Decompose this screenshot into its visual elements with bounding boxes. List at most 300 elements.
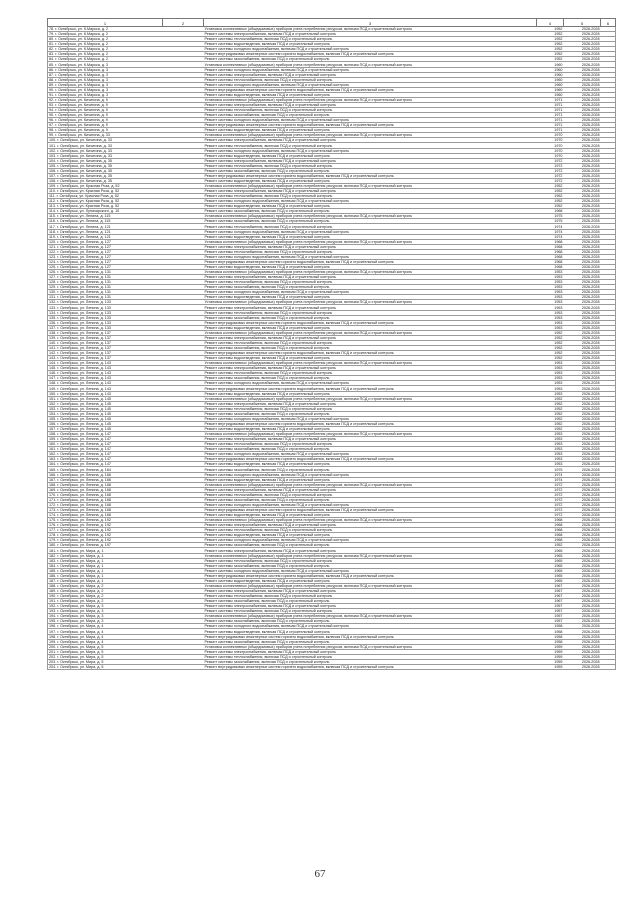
planned-period-cell: 2026-2028 [564, 285, 601, 290]
planned-period-cell: 2026-2028 [564, 568, 601, 573]
work-type-cell: Ремонт внутридомовых инженерных систем горячего водоснабжения, включая ПСД и строительный контроль [204, 351, 537, 356]
year-built-cell: 1953 [537, 290, 564, 295]
address-cell: 165. г. Октябрьск, ул. Ленина, д. 164 [48, 467, 163, 472]
year-built-cell: 1952 [537, 411, 564, 416]
work-type-cell: Ремонт системы электроснабжения, включая ПСД и строительный контроль [204, 366, 537, 371]
planned-period-cell: 2026-2028 [564, 249, 601, 254]
work-type-cell: Ремонт системы электроснабжения, включая ПСД и строительный контроль [204, 275, 537, 280]
planned-period-cell: 2026-2028 [564, 421, 601, 426]
planned-period-cell: 2026-2028 [564, 563, 601, 568]
planned-period-cell: 2026-2028 [564, 330, 601, 335]
address-cell: 103. г. Октябрьск, ул. Кичигина, д. 33 [48, 153, 163, 158]
address-cell: 131. г. Октябрьск, ул. Ленина, д. 131 [48, 295, 163, 300]
work-type-cell: Ремонт системы электроснабжения, включая ПСД и строительный контроль [204, 487, 537, 492]
planned-period-cell: 2026-2028 [564, 497, 601, 502]
planned-period-cell: 2026-2028 [564, 42, 601, 47]
year-built-cell: 1952 [537, 543, 564, 548]
address-cell: 204. г. Октябрьск, ул. Мира, д. 5 [48, 664, 163, 669]
work-type-cell: Ремонт системы теплоснабжения, включая ПСД и строительный контроль [204, 163, 537, 168]
year-built-cell: 1953 [537, 295, 564, 300]
work-type-cell: Ремонт системы холодного водоснабжения, включая ПСД и строительный контроль [204, 538, 537, 543]
address-cell: 163. г. Октябрьск, ул. Ленина, д. 147 [48, 457, 163, 462]
address-cell: 139. г. Октябрьск, ул. Ленина, д. 137 [48, 335, 163, 340]
address-cell: 164. г. Октябрьск, ул. Ленина, д. 147 [48, 462, 163, 467]
planned-period-cell: 2026-2028 [564, 472, 601, 477]
year-built-cell: 1952 [537, 335, 564, 340]
year-built-cell: 1952 [537, 32, 564, 37]
work-type-cell: Ремонт системы газоснабжения, включая ПСД и строительный контроль [204, 599, 537, 604]
year-built-cell: 1972 [537, 513, 564, 518]
work-type-cell: Ремонт внутридомовых инженерных систем горячего водоснабжения, включая ПСД и строительный контроль [204, 664, 537, 669]
year-built-cell: 1967 [537, 588, 564, 593]
year-built-cell: 1952 [537, 426, 564, 431]
year-built-cell: 1965 [537, 568, 564, 573]
planned-period-cell: 2026-2028 [564, 158, 601, 163]
address-cell: 148. г. Октябрьск, ул. Ленина, д. 143 [48, 381, 163, 386]
year-built-cell: 1965 [537, 548, 564, 553]
address-cell: 171. г. Октябрьск, ул. Ленина, д. 168 [48, 497, 163, 502]
year-built-cell: 1972 [537, 487, 564, 492]
year-built-cell: 1967 [537, 599, 564, 604]
address-cell: 170. г. Октябрьск, ул. Ленина, д. 168 [48, 492, 163, 497]
work-type-cell: Ремонт системы водоотведения, включая ПСД и строительный контроль [204, 264, 537, 269]
planned-period-cell: 2026-2028 [564, 37, 601, 42]
year-built-cell: 1971 [537, 102, 564, 107]
work-type-cell: Ремонт системы электроснабжения, включая ПСД и строительный контроль [204, 158, 537, 163]
planned-period-cell: 2026-2028 [564, 659, 601, 664]
planned-period-cell: 2026-2028 [564, 214, 601, 219]
year-built-cell: 1972 [537, 497, 564, 502]
year-built-cell: 1960 [537, 72, 564, 77]
year-built-cell: 1952 [537, 356, 564, 361]
planned-period-cell: 2026-2028 [564, 254, 601, 259]
planned-period-cell: 2026-2028 [564, 391, 601, 396]
year-built-cell: 1970 [537, 148, 564, 153]
planned-period-cell: 2026-2028 [564, 325, 601, 330]
work-type-cell: Установка коллективных (общедомовых) приборов учета потребления ресурсов, включая ПСД и строительный контроль [204, 133, 537, 138]
column-number: 4 [537, 19, 564, 27]
year-built-cell: 1952 [537, 330, 564, 335]
address-cell: 181. г. Октябрьск, ул. Мира, д. 1 [48, 548, 163, 553]
year-built-cell: 1952 [537, 421, 564, 426]
work-type-cell: Ремонт системы холодного водоснабжения, включая ПСД и строительный контроль [204, 290, 537, 295]
year-built-cell: 1974 [537, 472, 564, 477]
work-type-cell: Ремонт системы водоотведения, включая ПСД и строительный контроль [204, 178, 537, 183]
planned-period-cell: 2026-2028 [564, 492, 601, 497]
year-built-cell: 1972 [537, 507, 564, 512]
address-cell: 169. г. Октябрьск, ул. Ленина, д. 168 [48, 487, 163, 492]
planned-period-cell: 2026-2028 [564, 583, 601, 588]
planned-period-cell: 2026-2028 [564, 189, 601, 194]
address-cell: 107. г. Октябрьск, ул. Кичигина, д. 35 [48, 173, 163, 178]
work-type-cell: Ремонт системы теплоснабжения, включая ПСД и строительный контроль [204, 371, 537, 376]
planned-period-cell: 2026-2028 [564, 97, 601, 102]
work-type-cell: Ремонт системы теплоснабжения, включая ПСД и строительный контроль [204, 194, 537, 199]
planned-period-cell: 2026-2028 [564, 153, 601, 158]
planned-period-cell: 2026-2028 [564, 513, 601, 518]
work-type-cell: Ремонт системы водоотведения, включая ПСД и строительный контроль [204, 356, 537, 361]
year-built-cell: 1974 [537, 224, 564, 229]
planned-period-cell: 2026-2028 [564, 335, 601, 340]
work-type-cell: Ремонт системы холодного водоснабжения, включая ПСД и строительный контроль [204, 148, 537, 153]
year-built-cell: 1968 [537, 244, 564, 249]
address-cell: 126. г. Октябрьск, ул. Ленина, д. 131 [48, 270, 163, 275]
planned-period-cell: 2026-2028 [564, 639, 601, 644]
work-type-cell: Ремонт системы газоснабжения, включая ПСД и строительный контроль [204, 543, 537, 548]
planned-period-cell: 2026-2028 [564, 315, 601, 320]
address-cell: 178. г. Октябрьск, ул. Ленина, д. 192 [48, 533, 163, 538]
work-type-cell: Ремонт системы холодного водоснабжения, включая ПСД и строительный контроль [204, 229, 537, 234]
work-type-cell: Ремонт системы холодного водоснабжения, включая ПСД и строительный контроль [204, 47, 537, 52]
year-built-cell: 1965 [537, 563, 564, 568]
planned-period-cell: 2026-2028 [564, 629, 601, 634]
year-built-cell: 1953 [537, 275, 564, 280]
year-built-cell: 1972 [537, 158, 564, 163]
register-page [47, 18, 613, 670]
planned-period-cell: 2026-2028 [564, 320, 601, 325]
work-type-cell: Ремонт системы теплоснабжения, включая ПСД и строительный контроль [204, 609, 537, 614]
work-type-cell: Ремонт системы газоснабжения, включая ПСД и строительный контроль [204, 376, 537, 381]
address-cell: 176. г. Октябрьск, ул. Ленина, д. 192 [48, 523, 163, 528]
work-type-cell: Ремонт системы газоснабжения, включая ПСД и строительный контроль [204, 447, 537, 452]
address-cell: 200. г. Октябрьск, ул. Мира, д. 5 [48, 644, 163, 649]
address-cell: 117. г. Октябрьск, ул. Ленина, д. 121 [48, 224, 163, 229]
work-type-cell: Ремонт системы электроснабжения, включая ПСД и строительный контроль [204, 604, 537, 609]
address-cell: 177. г. Октябрьск, ул. Ленина, д. 192 [48, 528, 163, 533]
planned-period-cell: 2026-2028 [564, 573, 601, 578]
work-type-cell: Ремонт системы водоотведения, включая ПСД и строительный контроль [204, 533, 537, 538]
work-type-cell: Ремонт системы холодного водоснабжения, включая ПСД и строительный контроль [204, 67, 537, 72]
work-type-cell: Ремонт системы холодного водоснабжения, включая ПСД и строительный контроль [204, 624, 537, 629]
address-cell: 203. г. Октябрьск, ул. Мира, д. 5 [48, 659, 163, 664]
planned-period-cell: 2026-2028 [564, 113, 601, 118]
address-cell: 202. г. Октябрьск, ул. Мира, д. 5 [48, 654, 163, 659]
address-cell: 116. г. Октябрьск, ул. Ленина, д. 115 [48, 219, 163, 224]
year-built-cell: 1952 [537, 340, 564, 345]
year-built-cell: 1952 [537, 204, 564, 209]
work-type-cell: Ремонт системы газоснабжения, включая ПСД и строительный контроль [204, 659, 537, 664]
work-type-cell: Ремонт системы электроснабжения, включая ПСД и строительный контроль [204, 649, 537, 654]
planned-period-cell: 2026-2028 [564, 183, 601, 188]
work-type-cell: Ремонт системы газоснабжения, включая ПСД и строительный контроль [204, 619, 537, 624]
address-cell: 114. г. Октябрьск, ул. Луначарского, д. 10 [48, 209, 163, 214]
work-type-cell: Ремонт системы электроснабжения, включая ПСД и строительный контроль [204, 189, 537, 194]
year-built-cell: 1952 [537, 37, 564, 42]
planned-period-cell: 2026-2028 [564, 209, 601, 214]
work-type-cell: Ремонт системы теплоснабжения, включая ПСД и строительный контроль [204, 108, 537, 113]
work-type-cell: Ремонт системы газоснабжения, включая ПСД и строительный контроль [204, 497, 537, 502]
year-built-cell: 1971 [537, 128, 564, 133]
work-type-cell: Установка коллективных (общедомовых) приборов учета потребления ресурсов, включая ПСД и строительный контроль [204, 330, 537, 335]
year-built-cell: 1972 [537, 492, 564, 497]
planned-period-cell: 2026-2028 [564, 72, 601, 77]
planned-period-cell: 2026-2028 [564, 133, 601, 138]
year-built-cell: 1968 [537, 538, 564, 543]
year-built-cell: 1968 [537, 239, 564, 244]
work-type-cell: Ремонт внутридомовых инженерных систем горячего водоснабжения, включая ПСД и строительный контроль [204, 320, 537, 325]
planned-period-cell: 2026-2028 [564, 356, 601, 361]
address-cell: 108. г. Октябрьск, ул. Кичигина, д. 35 [48, 178, 163, 183]
address-cell: 197. г. Октябрьск, ул. Мира, д. 4 [48, 629, 163, 634]
address-cell: 86. г. Октябрьск, ул. К.Маркса, д. 3 [48, 67, 163, 72]
work-type-cell: Ремонт системы газоснабжения, включая ПСД и строительный контроль [204, 467, 537, 472]
work-type-cell: Ремонт системы теплоснабжения, включая ПСД и строительный контроль [204, 528, 537, 533]
planned-period-cell: 2026-2028 [564, 467, 601, 472]
work-type-cell: Ремонт системы электроснабжения, включая ПСД и строительный контроль [204, 335, 537, 340]
address-cell: 132. г. Октябрьск, ул. Ленина, д. 133 [48, 300, 163, 305]
year-built-cell: 1960 [537, 92, 564, 97]
work-type-cell: Ремонт системы теплоснабжения, включая ПСД и строительный контроль [204, 594, 537, 599]
work-type-cell: Установка коллективных (общедомовых) приборов учета потребления ресурсов, включая ПСД и строительный контроль [204, 239, 537, 244]
planned-period-cell: 2026-2028 [564, 52, 601, 57]
planned-period-cell: 2026-2028 [564, 102, 601, 107]
address-cell: 193. г. Октябрьск, ул. Мира, д. 3 [48, 609, 163, 614]
year-built-cell: 1971 [537, 118, 564, 123]
planned-period-cell: 2026-2028 [564, 604, 601, 609]
work-type-cell: Ремонт системы холодного водоснабжения, включая ПСД и строительный контроль [204, 416, 537, 421]
work-type-cell: Ремонт системы теплоснабжения, включая ПСД и строительный контроль [204, 654, 537, 659]
work-type-cell: Установка коллективных (общедомовых) приборов учета потребления ресурсов, включая ПСД и строительный контроль [204, 614, 537, 619]
planned-period-cell: 2026-2028 [564, 518, 601, 523]
year-built-cell: 1959 [537, 649, 564, 654]
planned-period-cell: 2026-2028 [564, 401, 601, 406]
address-cell: 96. г. Октябрьск, ул. Кичигина, д. 9 [48, 118, 163, 123]
address-cell: 155. г. Октябрьск, ул. Ленина, д. 145 [48, 416, 163, 421]
planned-period-cell: 2026-2028 [564, 487, 601, 492]
work-type-cell: Ремонт внутридомовых инженерных систем горячего водоснабжения, включая ПСД и строительный контроль [204, 386, 537, 391]
planned-period-cell: 2026-2028 [564, 432, 601, 437]
planned-period-cell: 2026-2028 [564, 229, 601, 234]
planned-period-cell: 2026-2028 [564, 452, 601, 457]
planned-period-cell: 2026-2028 [564, 578, 601, 583]
planned-period-cell: 2026-2028 [564, 351, 601, 356]
address-cell: 95. г. Октябрьск, ул. Кичигина, д. 9 [48, 113, 163, 118]
work-type-cell: Ремонт системы холодного водоснабжения, включая ПСД и строительный контроль [204, 472, 537, 477]
planned-period-cell: 2026-2028 [564, 118, 601, 123]
year-built-cell: 1972 [537, 173, 564, 178]
work-type-cell: Установка коллективных (общедомовых) приборов учета потребления ресурсов, включая ПСД и строительный контроль [204, 361, 537, 366]
planned-period-cell: 2026-2028 [564, 239, 601, 244]
year-built-cell: 1953 [537, 310, 564, 315]
work-type-cell: Ремонт внутридомовых инженерных систем горячего водоснабжения, включая ПСД и строительный контроль [204, 123, 537, 128]
planned-period-cell: 2026-2028 [564, 381, 601, 386]
address-cell: 199. г. Октябрьск, ул. Мира, д. 4 [48, 639, 163, 644]
work-type-cell: Ремонт внутридомовых инженерных систем горячего водоснабжения, включая ПСД и строительный контроль [204, 634, 537, 639]
work-type-cell: Ремонт системы водоотведения, включая ПСД и строительный контроль [204, 391, 537, 396]
year-built-cell: 1970 [537, 143, 564, 148]
address-cell: 140. г. Октябрьск, ул. Ленина, д. 137 [48, 340, 163, 345]
address-cell: 119. г. Октябрьск, ул. Ленина, д. 121 [48, 234, 163, 239]
address-cell: 135. г. Октябрьск, ул. Ленина, д. 133 [48, 315, 163, 320]
work-type-cell: Ремонт системы холодного водоснабжения, включая ПСД и строительный контроль [204, 452, 537, 457]
year-built-cell: 1971 [537, 113, 564, 118]
work-type-cell: Ремонт внутридомовых инженерных систем горячего водоснабжения, включая ПСД и строительный контроль [204, 573, 537, 578]
year-built-cell: 1960 [537, 77, 564, 82]
address-cell: 168. г. Октябрьск, ул. Ленина, д. 168 [48, 482, 163, 487]
planned-period-cell: 2026-2028 [564, 507, 601, 512]
year-built-cell: 1953 [537, 447, 564, 452]
address-cell: 174. г. Октябрьск, ул. Ленина, д. 168 [48, 513, 163, 518]
year-built-cell: 1952 [537, 199, 564, 204]
year-built-cell: 1958 [537, 634, 564, 639]
planned-period-cell: 2026-2028 [564, 108, 601, 113]
year-built-cell: 1952 [537, 27, 564, 32]
address-cell: 173. г. Октябрьск, ул. Ленина, д. 168 [48, 507, 163, 512]
work-type-cell: Установка коллективных (общедомовых) приборов учета потребления ресурсов, включая ПСД и строительный контроль [204, 432, 537, 437]
year-built-cell: 1952 [537, 52, 564, 57]
address-cell: 162. г. Октябрьск, ул. Ленина, д. 147 [48, 452, 163, 457]
year-built-cell: 1953 [537, 300, 564, 305]
address-cell: 120. г. Октябрьск, ул. Ленина, д. 127 [48, 239, 163, 244]
address-cell: 113. г. Октябрьск, ул. Красная Роза, д. 52 [48, 204, 163, 209]
address-cell: 99. г. Октябрьск, ул. Кичигина, д. 33 [48, 133, 163, 138]
address-cell: 184. г. Октябрьск, ул. Мира, д. 1 [48, 563, 163, 568]
year-built-cell: 1953 [537, 386, 564, 391]
address-cell: 134. г. Октябрьск, ул. Ленина, д. 133 [48, 310, 163, 315]
address-cell: 127. г. Октябрьск, ул. Ленина, д. 131 [48, 275, 163, 280]
year-built-cell: 1952 [537, 351, 564, 356]
work-type-cell: Ремонт системы газоснабжения, включая ПСД и строительный контроль [204, 57, 537, 62]
address-cell: 149. г. Октябрьск, ул. Ленина, д. 143 [48, 386, 163, 391]
year-built-cell: 1974 [537, 477, 564, 482]
planned-period-cell: 2026-2028 [564, 87, 601, 92]
planned-period-cell: 2026-2028 [564, 437, 601, 442]
year-built-cell: 1958 [537, 629, 564, 634]
work-type-cell: Ремонт системы газоснабжения, включая ПСД и строительный контроль [204, 168, 537, 173]
planned-period-cell: 2026-2028 [564, 457, 601, 462]
planned-period-cell: 2026-2028 [564, 543, 601, 548]
planned-period-cell: 2026-2028 [564, 77, 601, 82]
work-type-cell: Ремонт системы электроснабжения, включая ПСД и строительный контроль [204, 437, 537, 442]
year-built-cell: 1953 [537, 381, 564, 386]
address-cell: 128. г. Октябрьск, ул. Ленина, д. 131 [48, 280, 163, 285]
planned-period-cell: 2026-2028 [564, 594, 601, 599]
planned-period-cell: 2026-2028 [564, 143, 601, 148]
address-cell: 92. г. Октябрьск, ул. Кичигина, д. 9 [48, 97, 163, 102]
address-cell: 105. г. Октябрьск, ул. Кичигина, д. 35 [48, 163, 163, 168]
address-cell: 124. г. Октябрьск, ул. Ленина, д. 127 [48, 259, 163, 264]
address-cell: 159. г. Октябрьск, ул. Ленина, д. 147 [48, 437, 163, 442]
year-built-cell: 1975 [537, 219, 564, 224]
work-type-cell: Установка коллективных (общедомовых) приборов учета потребления ресурсов, включая ПСД и строительный контроль [204, 553, 537, 558]
address-cell: 94. г. Октябрьск, ул. Кичигина, д. 9 [48, 108, 163, 113]
address-cell: 87. г. Октябрьск, ул. К.Маркса, д. 3 [48, 72, 163, 77]
work-type-cell: Ремонт системы холодного водоснабжения, включая ПСД и строительный контроль [204, 118, 537, 123]
work-type-cell: Ремонт внутридомовых инженерных систем горячего водоснабжения, включая ПСД и строительный контроль [204, 87, 537, 92]
address-cell: 167. г. Октябрьск, ул. Ленина, д. 166 [48, 477, 163, 482]
address-cell: 190. г. Октябрьск, ул. Мира, д. 2 [48, 594, 163, 599]
work-type-cell: Установка коллективных (общедомовых) приборов учета потребления ресурсов, включая ПСД и строительный контроль [204, 183, 537, 188]
year-built-cell: 1975 [537, 467, 564, 472]
planned-period-cell: 2026-2028 [564, 371, 601, 376]
work-type-cell: Ремонт системы теплоснабжения, включая ПСД и строительный контроль [204, 442, 537, 447]
year-built-cell: 1971 [537, 123, 564, 128]
spacer-cell [163, 664, 204, 669]
planned-period-cell: 2026-2028 [564, 609, 601, 614]
planned-period-cell: 2026-2028 [564, 270, 601, 275]
column-number: 6 [601, 19, 616, 27]
address-cell: 118. г. Октябрьск, ул. Ленина, д. 121 [48, 229, 163, 234]
year-built-cell: 1953 [537, 462, 564, 467]
address-cell: 138. г. Октябрьск, ул. Ленина, д. 137 [48, 330, 163, 335]
year-built-cell: 1967 [537, 594, 564, 599]
work-type-cell: Ремонт системы теплоснабжения, включая ПСД и строительный контроль [204, 77, 537, 82]
year-built-cell: 1960 [537, 62, 564, 67]
planned-period-cell: 2026-2028 [564, 340, 601, 345]
work-type-cell: Ремонт системы водоотведения, включая ПСД и строительный контроль [204, 42, 537, 47]
address-cell: 121. г. Октябрьск, ул. Ленина, д. 127 [48, 244, 163, 249]
address-cell: 100. г. Октябрьск, ул. Кичигина, д. 33 [48, 138, 163, 143]
address-cell: 161. г. Октябрьск, ул. Ленина, д. 147 [48, 447, 163, 452]
work-type-cell: Ремонт системы электроснабжения, включая ПСД и строительный контроль [204, 305, 537, 310]
address-cell: 111. г. Октябрьск, ул. Красная Роза, д. 52 [48, 194, 163, 199]
work-type-cell: Ремонт системы водоотведения, включая ПСД и строительный контроль [204, 513, 537, 518]
year-built-cell: 1957 [537, 614, 564, 619]
year-built-cell: 1968 [537, 264, 564, 269]
year-built-cell: 1968 [537, 518, 564, 523]
address-cell: 110. г. Октябрьск, ул. Красная Роза, д. 52 [48, 189, 163, 194]
address-cell: 102. г. Октябрьск, ул. Кичигина, д. 33 [48, 148, 163, 153]
year-built-cell: 1953 [537, 452, 564, 457]
planned-period-cell: 2026-2028 [564, 361, 601, 366]
work-type-cell: Ремонт системы холодного водоснабжения, включая ПСД и строительный контроль [204, 199, 537, 204]
address-cell: 192. г. Октябрьск, ул. Мира, д. 3 [48, 604, 163, 609]
year-built-cell: 1959 [537, 644, 564, 649]
work-type-cell: Установка коллективных (общедомовых) приборов учета потребления ресурсов, включая ПСД и строительный контроль [204, 97, 537, 102]
address-cell: 109. г. Октябрьск, ул. Красная Роза, д. 52 [48, 183, 163, 188]
work-type-cell: Установка коллективных (общедомовых) приборов учета потребления ресурсов, включая ПСД и строительный контроль [204, 644, 537, 649]
year-built-cell: 1952 [537, 194, 564, 199]
work-type-cell: Ремонт системы газоснабжения, включая ПСД и строительный контроль [204, 345, 537, 350]
address-cell: 97. г. Октябрьск, ул. Кичигина, д. 9 [48, 123, 163, 128]
work-type-cell: Установка коллективных (общедомовых) приборов учета потребления ресурсов, включая ПСД и строительный контроль [204, 518, 537, 523]
work-type-cell: Ремонт внутридомовых инженерных систем горячего водоснабжения, включая ПСД и строительный контроль [204, 507, 537, 512]
planned-period-cell: 2026-2028 [564, 163, 601, 168]
work-type-cell: Ремонт системы теплоснабжения, включая ПСД и строительный контроль [204, 406, 537, 411]
work-type-cell: Ремонт системы теплоснабжения, включая ПСД и строительный контроль [204, 37, 537, 42]
planned-period-cell: 2026-2028 [564, 290, 601, 295]
year-built-cell: 1965 [537, 578, 564, 583]
address-cell: 152. г. Октябрьск, ул. Ленина, д. 145 [48, 401, 163, 406]
work-type-cell: Ремонт системы электроснабжения, включая ПСД и строительный контроль [204, 548, 537, 553]
work-type-cell: Ремонт внутридомовых инженерных систем горячего водоснабжения, включая ПСД и строительный контроль [204, 173, 537, 178]
planned-period-cell: 2026-2028 [564, 264, 601, 269]
column-number: 1 [48, 19, 163, 27]
address-cell: 89. г. Октябрьск, ул. К.Маркса, д. 3 [48, 82, 163, 87]
address-cell: 122. г. Октябрьск, ул. Ленина, д. 127 [48, 249, 163, 254]
work-type-cell: Ремонт системы газоснабжения, включая ПСД и строительный контроль [204, 411, 537, 416]
address-cell: 137. г. Октябрьск, ул. Ленина, д. 133 [48, 325, 163, 330]
address-cell: 82. г. Октябрьск, ул. К.Маркса, д. 2 [48, 47, 163, 52]
address-cell: 156. г. Октябрьск, ул. Ленина, д. 145 [48, 421, 163, 426]
year-built-cell: 1953 [537, 325, 564, 330]
planned-period-cell: 2026-2028 [564, 447, 601, 452]
planned-period-cell: 2026-2028 [564, 502, 601, 507]
work-type-cell: Ремонт системы холодного водоснабжения, включая ПСД и строительный контроль [204, 82, 537, 87]
year-built-cell: 1952 [537, 183, 564, 188]
planned-period-cell: 2026-2028 [564, 477, 601, 482]
planned-period-cell: 2026-2028 [564, 168, 601, 173]
planned-period-cell: 2026-2028 [564, 416, 601, 421]
year-built-cell: 1953 [537, 361, 564, 366]
work-type-cell: Установка коллективных (общедомовых) приборов учета потребления ресурсов, включая ПСД и строительный контроль [204, 396, 537, 401]
planned-period-cell: 2026-2028 [564, 204, 601, 209]
address-cell: 83. г. Октябрьск, ул. К.Маркса, д. 2 [48, 52, 163, 57]
year-built-cell: 1965 [537, 558, 564, 563]
planned-period-cell: 2026-2028 [564, 148, 601, 153]
year-built-cell: 1953 [537, 315, 564, 320]
table-row [48, 664, 616, 669]
